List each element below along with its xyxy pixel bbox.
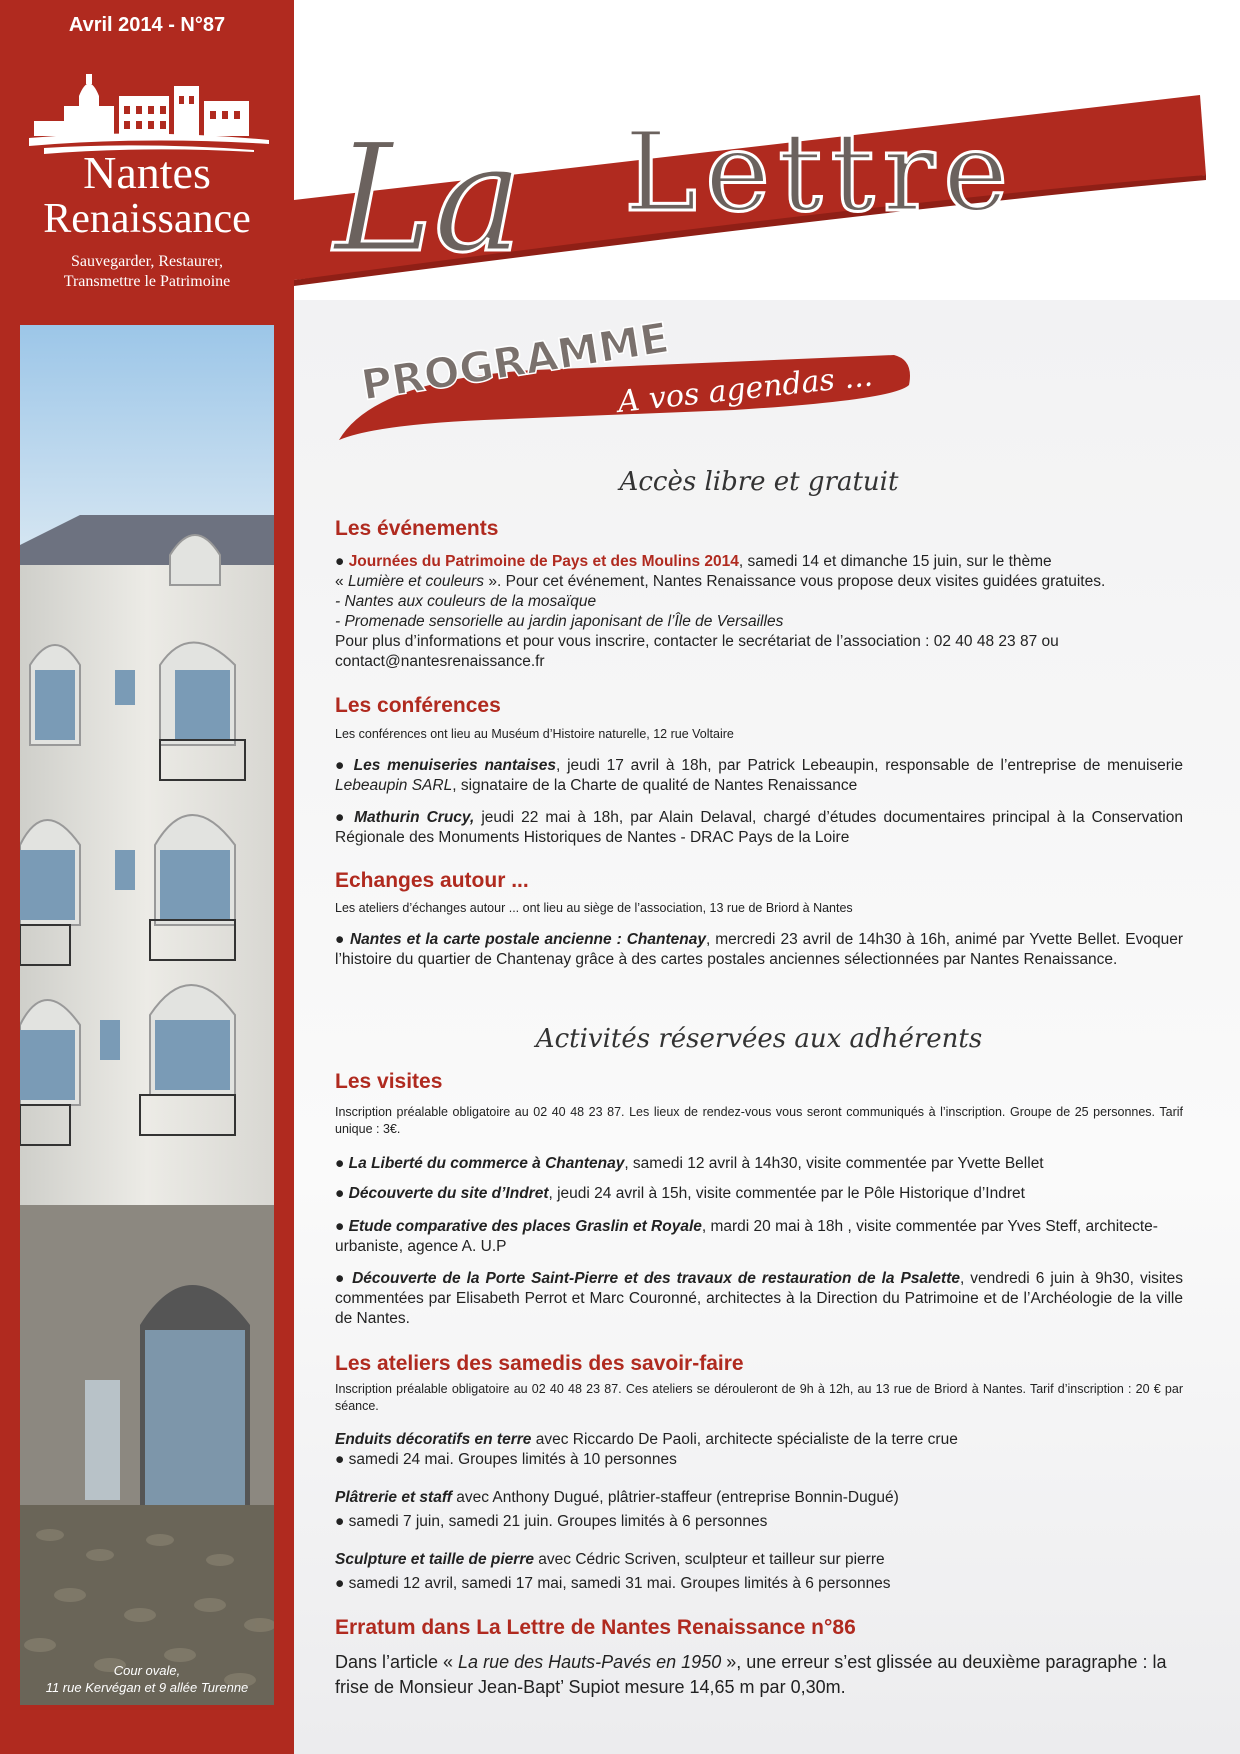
echanges-intro: Les ateliers d’échanges autour ... ont lieu au siège de l’association, 13 rue de Briord à Nantes xyxy=(335,901,853,915)
section-members-title: Activités réservées aux adhérents xyxy=(535,1024,983,1054)
conferences-intro: Les conférences ont lieu au Muséum d’Histoire naturelle, 12 rue Voltaire xyxy=(335,727,734,741)
conf1-rest2: , signataire de la Charte de qualité de Nantes Renaissance xyxy=(452,777,858,794)
conf2-rest: jeudi 22 mai à 18h, par Alain Delaval, chargé d’études documentaires principal à la Conservation Régionale des Monuments Historiques de Nantes - DRAC Pays de la Loire xyxy=(335,809,1183,846)
event-rest: , samedi 14 et dimanche 15 juin, sur le thème xyxy=(738,553,1052,570)
event-title: Journées du Patrimoine de Pays et des Moulins 2014 xyxy=(348,553,739,570)
conf1-company: Lebeaupin SARL xyxy=(335,777,453,794)
visite2-title: Découverte du site d’Indret xyxy=(348,1185,549,1202)
org-name-line2: Renaissance xyxy=(43,196,251,242)
visite-4: ● Découverte de la Porte Saint-Pierre et des travaux de restauration de la Psalette, vendredi 6 juin à 9h30, visites commentées par Elisabeth Perrot et Marc Couronné, architectes à la Direction du Patrimoine et de l’Archéologie de la ville de Nantes. xyxy=(335,1270,1184,1327)
heading-evenements: Les événements xyxy=(335,517,499,540)
conference-2: ● Mathurin Crucy, jeudi 22 mai à 18h, par Alain Delaval, chargé d’études documentaires principal à la Conservation Régionale des Monuments Historiques de Nantes - DRAC Pays de la Loire xyxy=(335,809,1183,846)
event-theme: Lumière et couleurs xyxy=(347,573,485,590)
erratum-article: La rue des Hauts-Pavés en 1950 xyxy=(458,1652,722,1672)
caption-line1: Cour ovale, xyxy=(113,1663,181,1678)
visite1-rest: , samedi 12 avril à 14h30, visite commentée par Yvette Bellet xyxy=(624,1155,1044,1172)
tagline-line2: Transmettre le Patrimoine xyxy=(63,273,231,290)
ateliers-intro: Inscription préalable obligatoire au 02 40 48 23 87. Ces ateliers se dérouleront de 9h à 12h, au 13 rue de Briord à Nantes. Tarif d’inscription : 20 € par séance. xyxy=(335,1382,1183,1413)
conf1-rest1: , jeudi 17 avril à 18h, par Patrick Lebeaupin, responsable de l’entreprise de menuiserie xyxy=(555,757,1183,774)
visite-2: ● Découverte du site d’Indret, jeudi 24 avril à 15h, visite commentée par le Pôle Historique d’Indret xyxy=(335,1185,1025,1202)
heading-visites: Les visites xyxy=(335,1070,443,1093)
echange-1: ● Nantes et la carte postale ancienne : Chantenay, mercredi 23 avril de 14h30 à 16h, animé par Yvette Bellet. Evoquer l’histoire du quartier de Chantenay grâce à des cartes postales anciennes sélectionnées par Nantes Renaissance. xyxy=(335,931,1184,968)
visite-3: ● Etude comparative des places Graslin et Royale, mardi 20 mai à 18h , visite commentée par Yves Steff, architecte-urbaniste, agence A. U.P xyxy=(335,1218,1158,1255)
event-info: Pour plus d’informations et pour vous inscrire, contacter le secrétariat de l’association : 02 40 48 23 87 ou contact@nantesrenaissance.fr xyxy=(335,633,1059,670)
echange1-title: Nantes et la carte postale ancienne : Chantenay xyxy=(349,931,706,948)
atelier1-dates: ● samedi 24 mai. Groupes limités à 10 personnes xyxy=(335,1451,677,1468)
erratum-t1: Dans l’article « xyxy=(335,1652,459,1672)
atelier1-title: Enduits décoratifs en terre xyxy=(335,1431,532,1448)
visite4-rest: , vendredi 6 juin à 9h30, visites commentées par Elisabeth Perrot et Marc Couronné, architectes à la Direction du Patrimoine et de l’Archéologie de la ville de Nantes. xyxy=(335,1270,1184,1327)
visites-intro: Inscription préalable obligatoire au 02 40 48 23 87. Les lieux de rendez-vous vous seront communiqués à l’inscription. Groupe de 25 personnes. Tarif unique : 3€. xyxy=(335,1105,1183,1136)
section-free-title: Accès libre et gratuit xyxy=(619,467,899,497)
sidebar xyxy=(0,0,294,1754)
visite4-title: Découverte de la Porte Saint-Pierre et des travaux de restauration de la Psalette xyxy=(352,1270,960,1287)
atelier-2 xyxy=(335,1488,1183,1532)
heading-ateliers: Les ateliers des samedis des savoir-faire xyxy=(335,1352,744,1375)
visite3-title: Etude comparative des places Graslin et Royale xyxy=(348,1218,702,1235)
org-name-line1: Nantes xyxy=(83,147,211,198)
theme-open: « xyxy=(335,573,348,590)
atelier2-title: Plâtrerie et staff xyxy=(335,1489,452,1506)
conf1-title: Les menuiseries nantaises xyxy=(353,757,556,774)
bullet: ● xyxy=(335,553,345,570)
title-lettre: Lettre xyxy=(624,108,1017,236)
atelier2-dates: ● samedi 7 juin, samedi 21 juin. Groupes limités à 6 personnes xyxy=(335,1513,768,1530)
conf2-title: Mathurin Crucy, xyxy=(354,809,475,826)
programme-label: PROGRAMME xyxy=(357,312,673,410)
echange1-rest: , mercredi 23 avril de 14h30 à 16h, animé par Yvette Bellet. Evoquer l’histoire du quartier de Chantenay grâce à des cartes postales anciennes sélectionnées par Nantes Renaissance. xyxy=(335,931,1184,968)
courtyard-photo xyxy=(20,325,274,1705)
agendas-label: A vos agendas ... xyxy=(616,358,875,420)
atelier3-dates: ● samedi 12 avril, samedi 17 mai, samedi 31 mai. Groupes limités à 6 personnes xyxy=(335,1575,891,1592)
erratum-text xyxy=(335,1650,1183,1700)
atelier-3 xyxy=(335,1550,1183,1594)
heading-erratum: Erratum dans La Lettre de Nantes Renaissance n°86 xyxy=(335,1616,856,1639)
evenements-text xyxy=(335,552,1183,672)
atelier3-rest: avec Cédric Scriven, sculpteur et tailleur sur pierre xyxy=(533,1551,885,1568)
visite1-title: La Liberté du commerce à Chantenay xyxy=(348,1155,625,1172)
tagline-line1: Sauvegarder, Restaurer, xyxy=(71,253,223,270)
erratum-t2: », une erreur s’est glissée au deuxième paragraphe : la frise de Monsieur Jean-Bapt’ Supiot mesure 14,65 m par 0,30m. xyxy=(335,1652,1167,1697)
visite2-rest: , jeudi 24 avril à 15h, visite commentée par le Pôle Historique d’Indret xyxy=(548,1185,1025,1202)
caption-line2: 11 rue Kervégan et 9 allée Turenne xyxy=(45,1680,249,1695)
atelier-1 xyxy=(335,1430,1183,1470)
atelier3-title: Sculpture et taille de pierre xyxy=(335,1551,534,1568)
programme-ribbon xyxy=(334,300,934,450)
atelier1-rest: avec Riccardo De Paoli, architecte spécialiste de la terre crue xyxy=(531,1431,958,1448)
issue-label: Avril 2014 - N°87 xyxy=(68,14,226,36)
title-la: La xyxy=(334,112,524,286)
heading-conferences: Les conférences xyxy=(335,694,501,717)
tagline xyxy=(0,252,294,292)
conference-1: ● Les menuiseries nantaises, jeudi 17 avril à 18h, par Patrick Lebeaupin, responsable de l’entreprise de menuiserie Lebeaupin SARL, signataire de la Charte de qualité de Nantes Renaissance xyxy=(335,757,1183,794)
heading-echanges: Echanges autour ... xyxy=(335,869,529,892)
event-line2: ». Pour cet événement, Nantes Renaissance vous propose deux visites guidées gratuites. xyxy=(484,573,1106,590)
atelier2-rest: avec Anthony Dugué, plâtrier-staffeur (entreprise Bonnin-Dugué) xyxy=(451,1489,899,1506)
visite-1: ● La Liberté du commerce à Chantenay, samedi 12 avril à 14h30, visite commentée par Yvette Bellet xyxy=(335,1155,1044,1172)
title-banner xyxy=(294,80,1240,310)
visite3-rest: , mardi 20 mai à 18h , visite commentée par Yves Steff, architecte-urbaniste, agence A. U.P xyxy=(335,1218,1158,1255)
photo-caption xyxy=(20,1662,274,1696)
visit-2: - Promenade sensorielle au jardin japonisant de l’Île de Versailles xyxy=(335,613,784,630)
nantes-skyline-logo xyxy=(24,66,276,156)
visit-1: - Nantes aux couleurs de la mosaïque xyxy=(335,593,597,610)
